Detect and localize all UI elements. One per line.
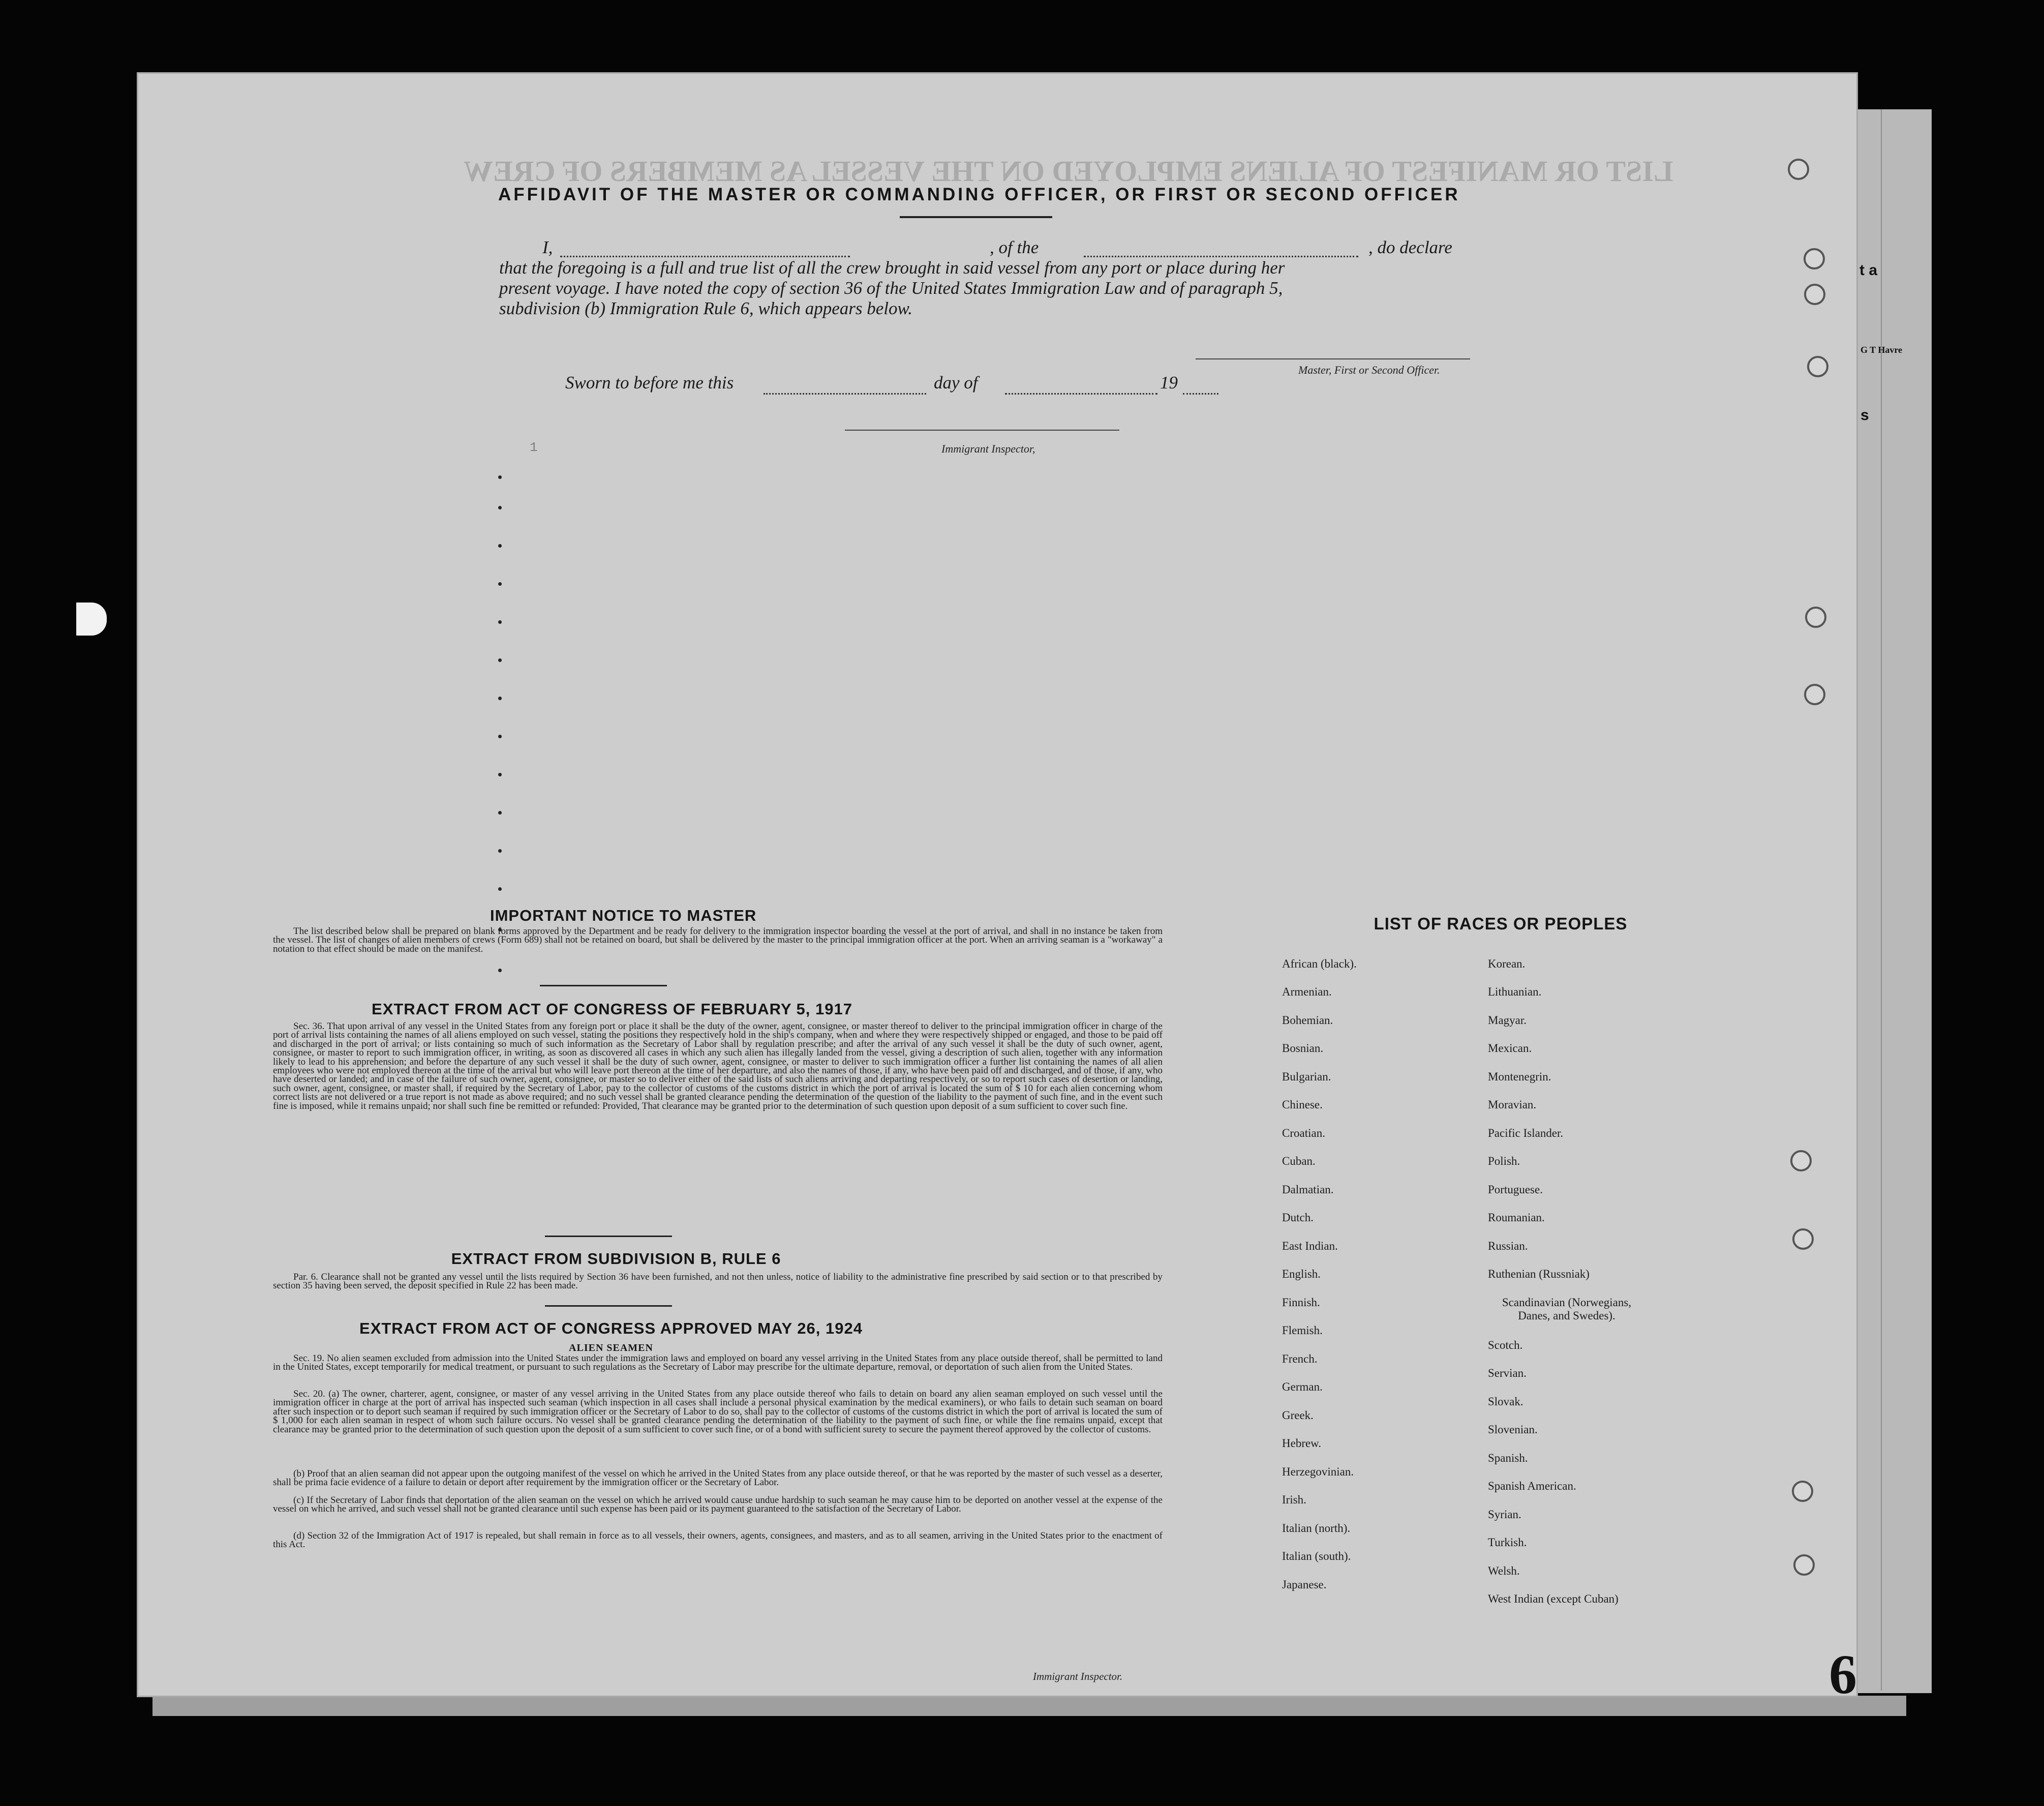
- document-page: [138, 74, 1856, 1696]
- bleed-through-title: LIST OR MANIFEST OF ALIENS EMPLOYED ON THE VESSEL AS MEMBERS OF CREW: [464, 155, 1673, 188]
- race-item: Russian.: [1488, 1240, 1528, 1252]
- affidavit-line-1-of: , of the: [990, 237, 1039, 257]
- race-item: African (black).: [1282, 957, 1357, 970]
- race-item: Spanish American.: [1488, 1480, 1576, 1492]
- affidavit-line-3: present voyage. I have noted the copy of section 36 of the United States Immigration Law and of paragraph 5,: [499, 278, 1283, 298]
- race-item: Dutch.: [1282, 1211, 1314, 1224]
- race-item: Scotch.: [1488, 1339, 1523, 1351]
- leader-dot: [498, 849, 502, 853]
- affidavit-line-2: that the foregoing is a full and true list of all the crew brought in said vessel from any port or place during her: [499, 258, 1285, 278]
- month-blank: [1005, 393, 1157, 395]
- race-item: Syrian.: [1488, 1508, 1521, 1521]
- race-item: Croatian.: [1282, 1127, 1325, 1139]
- race-item: Welsh.: [1488, 1564, 1520, 1577]
- leader-dot: [498, 887, 502, 891]
- race-item: Pacific Islander.: [1488, 1127, 1564, 1139]
- margin-text-s: s: [1860, 407, 1869, 424]
- rule6-rule: [545, 1305, 672, 1307]
- race-item: Korean.: [1488, 957, 1526, 970]
- race-item: Mexican.: [1488, 1042, 1532, 1055]
- race-item: Dalmatian.: [1282, 1183, 1334, 1196]
- punch-hole: [1807, 356, 1828, 377]
- punch-hole: [1790, 1150, 1812, 1171]
- master-signature-line: [1196, 358, 1470, 359]
- race-item: Armenian.: [1282, 985, 1332, 998]
- race-item: Magyar.: [1488, 1014, 1527, 1027]
- leader-dot: [498, 582, 502, 586]
- ghost-row: 1: [530, 440, 538, 455]
- race-item: Portuguese.: [1488, 1183, 1543, 1196]
- vessel-blank: [1084, 256, 1358, 257]
- punch-hole: [1804, 248, 1825, 269]
- margin-text-ta: t a: [1859, 262, 1878, 279]
- year-blank: [1183, 393, 1218, 395]
- race-item: Italian (north).: [1282, 1522, 1351, 1534]
- title-rule: [900, 216, 1052, 218]
- punch-hole: [1793, 1554, 1815, 1576]
- race-item: Ruthenian (Russniak): [1488, 1268, 1590, 1280]
- race-item: French.: [1282, 1352, 1318, 1365]
- race-item: Turkish.: [1488, 1536, 1527, 1549]
- bottom-inspector-label: Immigrant Inspector.: [1033, 1670, 1123, 1682]
- race-item: Scandinavian (Norwegians, Danes, and Swedes).: [1502, 1296, 1632, 1322]
- leader-dot: [498, 658, 502, 662]
- leader-dot: [498, 544, 502, 548]
- leader-dot: [498, 506, 502, 509]
- race-item: English.: [1282, 1268, 1321, 1280]
- extract-1924-sec20c: (c) If the Secretary of Labor finds that deportation of the alien seaman on the vessel on which he arrived would cause undue hardship to such seaman he may cause him to be deported on another vessel at the expense of the vessel on which he arrived, and such vessel shall not be granted clearance until such expense has been paid or its payment guaranteed to the satisfaction of the Secretary of Labor.: [273, 1495, 1163, 1515]
- punch-hole: [1804, 284, 1825, 305]
- leader-dot: [498, 969, 502, 972]
- race-item: West Indian (except Cuban): [1488, 1592, 1619, 1605]
- race-item: East Indian.: [1282, 1240, 1338, 1252]
- race-item: Chinese.: [1282, 1098, 1323, 1111]
- extract-1924-sec20b: (b) Proof that an alien seaman did not appear upon the outgoing manifest of the vessel on which he arrived in the United States from any place outside thereof, or that he was reported by the master of such vessel as a deserter, shall be prima facie evidence of a failure to detain or deport after requirement by the immigration officer or the Secretary of Labor.: [273, 1468, 1163, 1488]
- leader-dot: [498, 811, 502, 815]
- extract-1924-title: EXTRACT FROM ACT OF CONGRESS APPROVED MAY 26, 1924: [359, 1319, 863, 1337]
- inspector-signature-line: [845, 430, 1119, 431]
- margin-text-havre: G T Havre: [1860, 345, 1903, 355]
- race-item: Slovak.: [1488, 1395, 1523, 1408]
- master-label: Master, First or Second Officer.: [1298, 364, 1440, 376]
- race-item: Roumanian.: [1488, 1211, 1545, 1224]
- punch-hole: [1792, 1481, 1813, 1502]
- race-item: Greek.: [1282, 1409, 1314, 1422]
- leader-dot: [498, 697, 502, 700]
- extract-1917-title: EXTRACT FROM ACT OF CONGRESS OF FEBRUARY 5, 1917: [372, 1000, 852, 1018]
- extract-1924-sec20a: Sec. 20. (a) The owner, charterer, agent, consignee, or master of any vessel arriving in the United States from any place outside thereof who fails to detain on board any alien seaman employed on such vessel until the immigration officer in charge at the port of arrival has inspected such seaman (which inspection in all cases shall include a personal physical examination by the medical examiners), or who fails to detain such seaman on board after such inspection or to deport such seaman if required by such immigration officer or the Secretary of Labor to do so, shall pay to the collector of customs of the customs district in which the port of arrival is located the sum of $ 1,000 for each alien seaman in respect of whom such failure occurs. No vessel shall be granted clearance pending the determination of the liability to the payment of such fine, or while the fine remains unpaid, except that clearance may be granted prior to the determination of such question upon the deposit of a sum sufficient to cover such fine, or of a bond with sufficient surety to secure the payment thereof approved by the collector of customs.: [273, 1389, 1163, 1435]
- race-item: German.: [1282, 1380, 1323, 1393]
- sworn-text: Sworn to before me this: [565, 373, 734, 393]
- race-item: Servian.: [1488, 1367, 1527, 1379]
- leader-dot: [498, 475, 502, 479]
- race-item: Herzegovinian.: [1282, 1465, 1354, 1478]
- notice-text: The list described below shall be prepared on blank forms approved by the Department and be ready for delivery to the immigration inspector boarding the vessel at the port of arrival, and shall in no instance be taken from the vessel. The list of changes of alien members of crews (Form 689) shall not be retained on board, but shall be delivered by the master to the principal immigration officer at the port. When an arriving seaman is a "workaway" a notation to that effect should be made on the manifest.: [273, 926, 1163, 954]
- extract-1924-sec19: Sec. 19. No alien seamen excluded from admission into the United States under the immigration laws and employed on board any vessel arriving in the United States from any place outside thereof, shall be permitted to land in the United States, except temporarily for medical treatment, or pursuant to such regulations as the Secretary of Labor may prescribe for the ultimate departure, removal, or deportation of such alien from the United States.: [273, 1353, 1163, 1373]
- race-item: Bohemian.: [1282, 1014, 1333, 1027]
- punch-hole: [1805, 607, 1826, 628]
- race-item: Italian (south).: [1282, 1550, 1351, 1562]
- race-item: Moravian.: [1488, 1098, 1537, 1111]
- races-title: LIST OF RACES OR PEOPLES: [1374, 914, 1628, 933]
- extract-1917-rule: [545, 1236, 672, 1237]
- rule6-title: EXTRACT FROM SUBDIVISION B, RULE 6: [451, 1250, 781, 1268]
- race-item: Bulgarian.: [1282, 1070, 1331, 1083]
- race-item: Slovenian.: [1488, 1423, 1538, 1436]
- extract-1924-sec20d: (d) Section 32 of the Immigration Act of 1917 is repealed, but shall remain in force as to all vessels, their owners, agents, consignees, and masters, and as to all seamen, arriving in the United States prior to the enactment of this Act.: [273, 1530, 1163, 1550]
- sworn-day-blank: [764, 393, 926, 395]
- affidavit-line-4: subdivision (b) Immigration Rule 6, which appears below.: [499, 298, 913, 318]
- page-number: 6: [1829, 1643, 1857, 1705]
- race-item: Lithuanian.: [1488, 985, 1542, 998]
- year-prefix: 19: [1160, 373, 1178, 393]
- race-item: Finnish.: [1282, 1296, 1320, 1309]
- affidavit-line-1-declare: , do declare: [1368, 237, 1452, 257]
- rule6-text: Par. 6. Clearance shall not be granted any vessel until the lists required by Section 36 have been furnished, and not then unless, notice of liability to the administrative fine prescribed by said section or to that prescribed by section 35 having been served, the deposit specified in Rule 22 has been made.: [273, 1272, 1163, 1291]
- leader-dot: [498, 620, 502, 624]
- race-item: Irish.: [1282, 1493, 1306, 1506]
- inspector-label: Immigrant Inspector,: [941, 442, 1035, 455]
- extract-1924-subtitle: ALIEN SEAMEN: [569, 1342, 653, 1353]
- punch-hole: [1804, 684, 1825, 705]
- race-item: Bosnian.: [1282, 1042, 1324, 1055]
- leader-dot: [498, 773, 502, 776]
- affidavit-title: AFFIDAVIT OF THE MASTER OR COMMANDING OFFICER, OR FIRST OR SECOND OFFICER: [498, 185, 1460, 204]
- notice-rule: [540, 985, 667, 986]
- punch-hole: [1788, 159, 1809, 180]
- race-item: Japanese.: [1282, 1578, 1327, 1591]
- leader-dot: [498, 735, 502, 738]
- race-item: Flemish.: [1282, 1324, 1323, 1337]
- notice-title: IMPORTANT NOTICE TO MASTER: [490, 907, 757, 924]
- race-item: Polish.: [1488, 1155, 1520, 1167]
- extract-1917-text: Sec. 36. That upon arrival of any vessel in the United States from any foreign port or place it shall be the duty of the owner, agent, consignee, or master thereof to deliver to the principal immigration officer in charge of the port of arrival lists containing the names of all aliens employed on such vessel, stating the positions they respectively hold in the ship's company, when and where they were respectively shipped or engaged, and those to be paid off and discharged in the port of arrival; or lists containing so much of such information as the Secretary of Labor shall by regulation prescribe; and after the arrival of any such vessel it shall be the duty of such owner, agent, consignee, or master to report to such immigration officer, in writing, as soon as discovered all cases in which any such alien has illegally landed from the vessel, giving a description of such alien, together with any information likely to lead to his apprehension; and before the departure of any such vessel it shall be the duty of such owner, agent, consignee, or master to deliver to such immigration officer a further list containing the names of all alien employees who were not employed thereon at the time of the arrival but who will leave port thereon at the time of her departure, and also the names of those, if any, who have been paid off and discharged, and of those, if any, who have deserted or landed; and in case of the failure of such owner, agent, consignee, or master so to deliver either of the said lists of such aliens arriving and departing respectively, or so to report such cases of desertion or landing, such owner, agent, consignee, or master shall, if required by the Secretary of Labor, pay to the collector of customs of the customs district in which the port of arrival is located the sum of $ 10 for each alien concerning whom correct lists are not delivered or a true report is not made as above required; and no such vessel shall be granted clearance pending the determination of the question of the liability to the payment of such fine, and in the event such fine is imposed, while it remains unpaid; nor shall such fine be remitted or refunded: Provided, That clearance may be granted prior to the determination of such question upon deposit of a sum sufficient to cover such fine.: [273, 1021, 1163, 1111]
- race-item: Spanish.: [1488, 1452, 1528, 1464]
- binder-clip: [76, 603, 107, 636]
- race-item: Hebrew.: [1282, 1437, 1322, 1450]
- day-of-text: day of: [934, 373, 978, 393]
- affidavit-line-1-i: I,: [542, 237, 553, 257]
- punch-hole: [1792, 1228, 1814, 1250]
- race-item: Montenegrin.: [1488, 1070, 1551, 1083]
- stacked-pages-bottom: [152, 1696, 1906, 1716]
- race-item: Cuban.: [1282, 1155, 1316, 1167]
- name-blank: [560, 256, 850, 257]
